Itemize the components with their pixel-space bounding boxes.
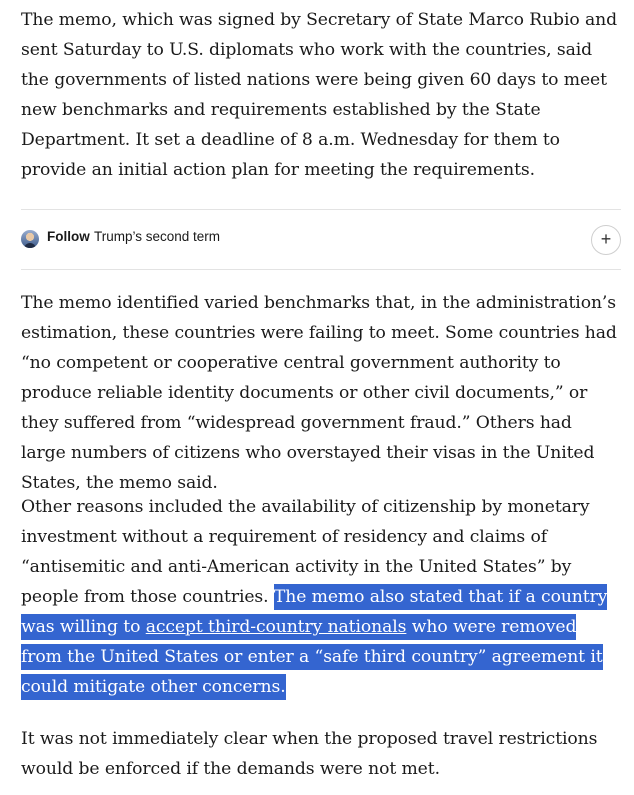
selected-text-part-2: who were removed from the United States or enter a “safe third country” agreement it could mitigate other concerns. bbox=[21, 617, 603, 697]
follow-topic-bar bbox=[21, 209, 621, 270]
follow-topic-name[interactable]: Trump’s second term bbox=[94, 229, 221, 244]
paragraph-3-text: Other reasons included the availability of citizenship by monetary investment without a requirement of residency and claims of “antisemitic and anti-American activity in the United States” by people from those countries. bbox=[21, 497, 590, 607]
topic-avatar bbox=[21, 230, 39, 248]
paragraph-1: The memo, which was signed by Secretary of State Marco Rubio and sent Saturday to U.S. diplomats who work with the countries, said the governments of listed nations were being given 60 days to meet new benchmarks and requirements established by the State Department. It set a deadline of 8 a.m. Wednesday for them to provide an initial action plan for meeting the requirements. bbox=[21, 10, 617, 180]
paragraph-4: It was not immediately clear when the proposed travel restrictions would be enforced if the demands were not met. bbox=[21, 729, 598, 779]
selected-text-part-1: The memo also stated that if a country was willing to bbox=[21, 587, 608, 637]
paragraph-3 bbox=[21, 492, 621, 702]
accept-third-country-nationals-link[interactable]: accept third-country nationals bbox=[145, 617, 407, 637]
follow-plus-button[interactable]: + bbox=[591, 225, 621, 255]
follow-label[interactable]: Follow bbox=[47, 229, 90, 244]
paragraph-2: The memo identified varied benchmarks that, in the administration’s estimation, these countries were failing to meet. Some countries had “no competent or cooperative central government authority to produce reliable identity documents or other civil documents,” or they suffered from “widespread government fraud.” Others had large numbers of citizens who overstayed their visas in the United States, the memo said. bbox=[21, 293, 617, 493]
